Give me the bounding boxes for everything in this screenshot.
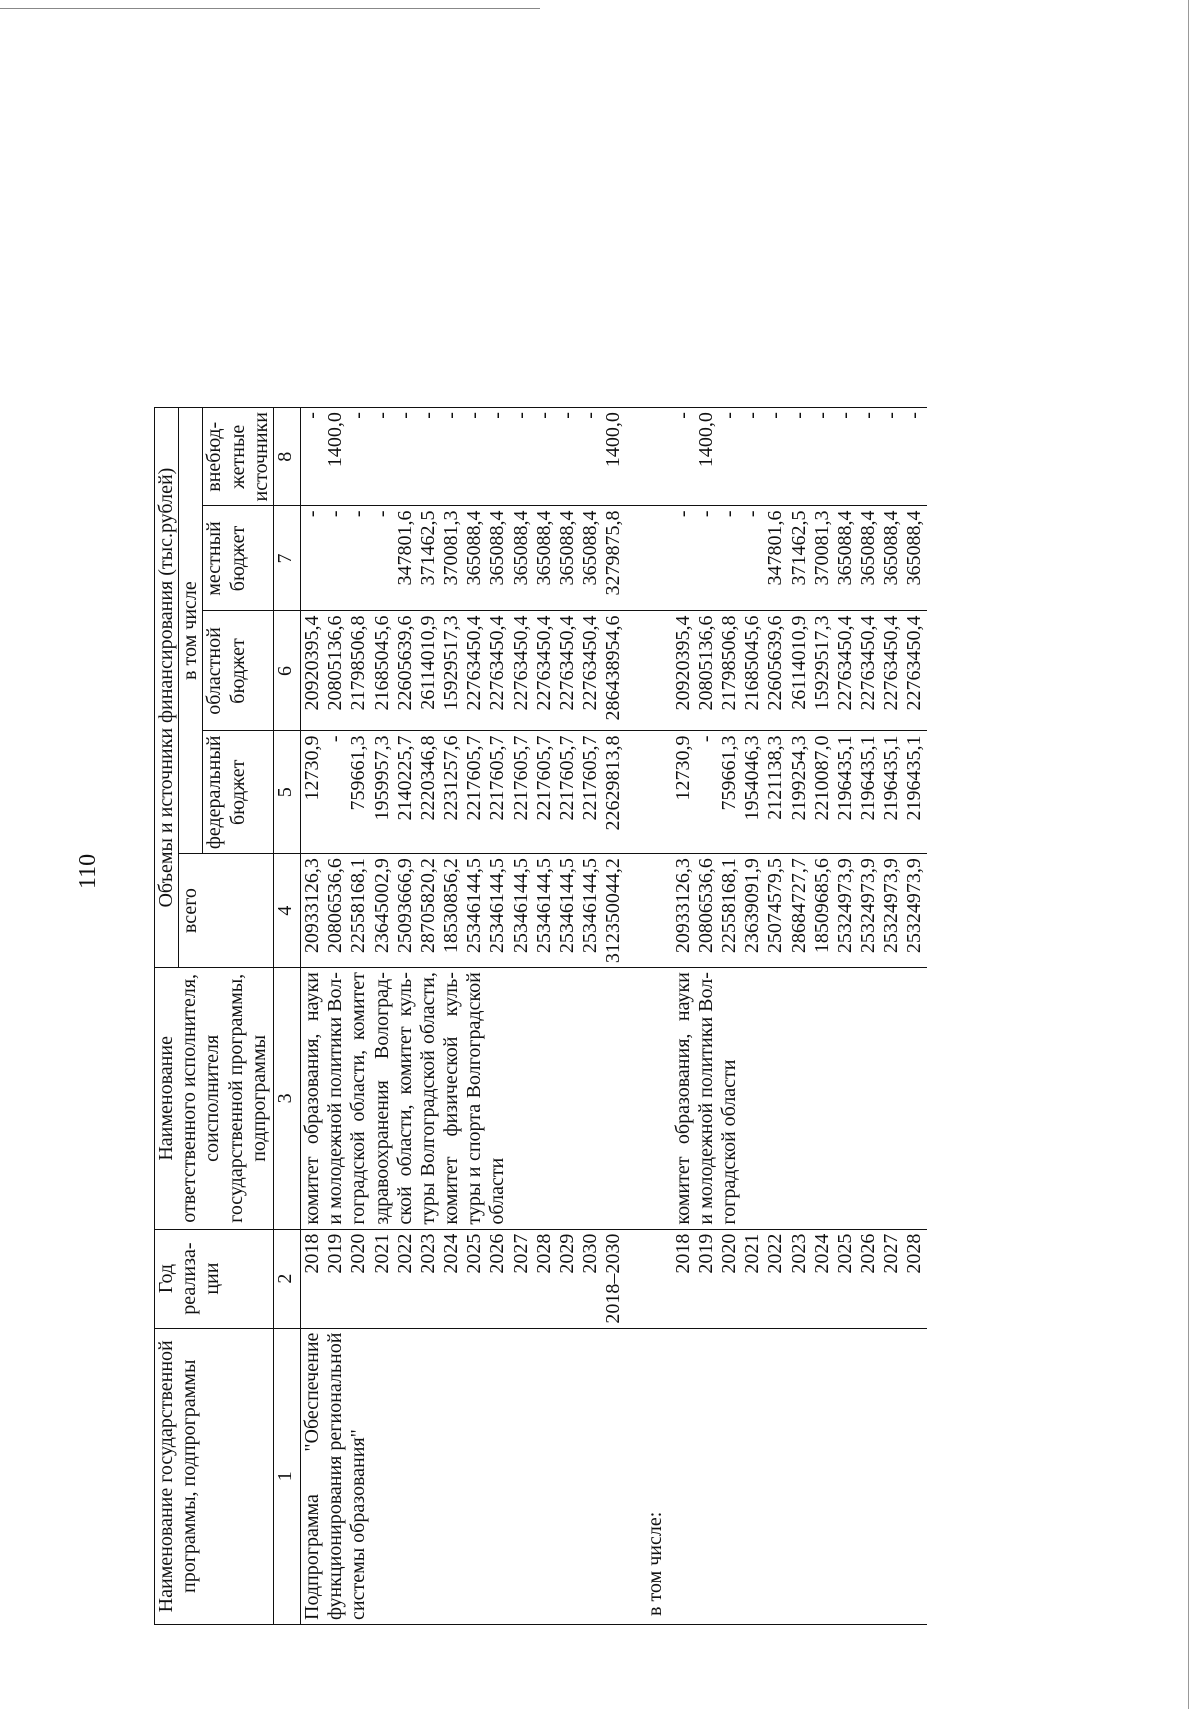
- local-cell: 365088,4: [880, 510, 903, 586]
- regional-cell: 286438954,6: [602, 615, 625, 721]
- block1-local: [300, 506, 625, 611]
- federal-cell: 2220346,8: [416, 735, 439, 821]
- nonbudget-cell: -: [532, 412, 555, 419]
- federal-cell: 1954046,3: [741, 735, 764, 821]
- regional-cell: 20920395,4: [300, 615, 323, 711]
- regional-cell: 22763450,4: [509, 615, 532, 711]
- block2-years: [672, 1229, 927, 1328]
- col-number-6: 6: [273, 611, 300, 731]
- in-that-number-cell: [626, 1328, 672, 1624]
- header-federal: федеральный бюджет: [203, 731, 274, 854]
- total-cell: 25346144,5: [463, 858, 486, 954]
- federal-cell: 2217605,7: [463, 735, 486, 821]
- block2-program-name: [672, 1328, 927, 1624]
- regional-cell: 22763450,4: [556, 615, 578, 711]
- nonbudget-cell: -: [810, 412, 833, 419]
- nonbudget-cell: -: [717, 412, 740, 419]
- executor-line: туры Волгоградской области,: [416, 972, 439, 1225]
- col-number-8: 8: [273, 408, 300, 506]
- nonbudget-cell: -: [741, 412, 764, 419]
- year-cell: 2028: [903, 1233, 926, 1274]
- nonbudget-cell: -: [440, 412, 463, 419]
- local-cell: 365088,4: [509, 510, 532, 586]
- regional-cell: 15929517,3: [440, 615, 463, 711]
- regional-cell: 21685045,6: [741, 615, 764, 711]
- year-cell: 2023: [787, 1233, 810, 1274]
- regional-cell: 20920395,4: [671, 615, 694, 711]
- federal-cell: 12730,9: [300, 735, 323, 801]
- nonbudget-cell: -: [370, 412, 393, 419]
- federal-cell: 22629813,8: [602, 735, 625, 831]
- executor-line: гоградской области: [717, 1059, 740, 1225]
- total-cell: 25093666,9: [393, 858, 416, 954]
- block2-regional: [672, 611, 927, 731]
- total-cell: 25346144,5: [532, 858, 555, 954]
- executor-line: комитет образования, науки: [671, 972, 694, 1225]
- year-cell: 2019: [694, 1233, 717, 1274]
- total-cell: 20806536,6: [694, 858, 717, 954]
- local-cell: 347801,6: [393, 510, 416, 586]
- spacer-row: [626, 408, 672, 1625]
- header-executor: Наименование ответственного исполнителя, соисполнителя государственной программы, подпрограммы: [155, 968, 274, 1229]
- local-cell: 365088,4: [857, 510, 880, 586]
- year-cell: 2027: [509, 1233, 532, 1274]
- year-cell: 2021: [741, 1233, 764, 1274]
- federal-cell: 2217605,7: [509, 735, 532, 821]
- nonbudget-cell: -: [903, 412, 926, 419]
- year-cell: 2023: [416, 1233, 439, 1274]
- regional-cell: 21685045,6: [370, 615, 393, 711]
- nonbudget-cell: -: [393, 412, 416, 419]
- header-program-name: Наименование государственной программы, подпрограммы: [155, 1328, 274, 1624]
- regional-cell: 21798506,8: [717, 615, 740, 711]
- year-cell: 2024: [440, 1233, 463, 1274]
- federal-cell: 2210087,0: [810, 735, 833, 821]
- header-nonbudget: внебюд-жетные источники: [203, 408, 274, 506]
- total-cell: 20933126,3: [300, 858, 323, 954]
- local-cell: 365088,4: [556, 510, 578, 586]
- local-cell: 370081,3: [810, 510, 833, 586]
- total-cell: 25324973,9: [903, 858, 926, 954]
- nonbudget-cell: -: [556, 412, 578, 419]
- local-cell: 370081,3: [440, 510, 463, 586]
- block1-program-name: [300, 1328, 625, 1624]
- total-cell: 22558168,1: [347, 858, 370, 954]
- header-total: всего: [179, 854, 274, 968]
- federal-cell: 2217605,7: [556, 735, 578, 821]
- year-cell: 2021: [370, 1233, 393, 1274]
- col-number-2: 2: [273, 1229, 300, 1328]
- federal-cell: 2196435,1: [833, 735, 856, 821]
- block2-nonbudget: [672, 408, 927, 506]
- federal-cell: 759661,3: [717, 735, 740, 811]
- block2-executors: [672, 968, 927, 1229]
- col-number-5: 5: [273, 731, 300, 854]
- federal-cell: 2121138,3: [764, 735, 787, 820]
- name-line: функционирования региональной: [324, 1332, 347, 1620]
- year-cell: 2024: [810, 1233, 833, 1274]
- nonbudget-cell: -: [764, 412, 787, 419]
- regional-cell: 20805136,6: [694, 615, 717, 711]
- header-funding-group: Объемы и источники финансирования (тыс.рублей): [155, 408, 179, 968]
- col-number-7: 7: [273, 506, 300, 611]
- year-cell: 2020: [717, 1233, 740, 1274]
- executor-line: и молодежной политики Вол-: [694, 972, 717, 1225]
- year-cell: 2022: [393, 1233, 416, 1274]
- federal-cell: 1959957,3: [370, 735, 393, 821]
- federal-cell: -: [324, 735, 347, 743]
- regional-cell: 26114010,9: [416, 615, 439, 710]
- block1-federal: [300, 731, 625, 854]
- regional-cell: 15929517,3: [810, 615, 833, 711]
- total-cell: 312350044,2: [602, 858, 625, 964]
- regional-cell: 20805136,6: [324, 615, 347, 711]
- page-number: 110: [75, 853, 101, 889]
- local-cell: 365088,4: [903, 510, 926, 586]
- federal-cell: 2199254,3: [787, 735, 810, 821]
- executor-line: и молодежной политики Вол-: [324, 972, 347, 1225]
- executor-line: комитет образования, науки: [300, 972, 323, 1225]
- regional-cell: 22763450,4: [463, 615, 486, 711]
- total-cell: 23645002,9: [370, 858, 393, 954]
- block1-executors: [300, 968, 625, 1229]
- regional-cell: 22763450,4: [579, 615, 602, 711]
- total-cell: 25324973,9: [857, 858, 880, 954]
- local-cell: 365088,4: [532, 510, 555, 586]
- year-cell: 2026: [486, 1233, 509, 1274]
- total-cell: 28684727,7: [787, 858, 810, 954]
- block1-years: [300, 1229, 625, 1328]
- year-cell: 2018: [300, 1233, 323, 1274]
- local-cell: -: [370, 510, 393, 518]
- nonbudget-cell: -: [857, 412, 880, 419]
- local-cell: 365088,4: [486, 510, 509, 586]
- year-cell: 2030: [579, 1233, 602, 1274]
- year-cell: 2020: [347, 1233, 370, 1274]
- regional-cell: 26114010,9: [787, 615, 810, 710]
- nonbudget-cell: -: [347, 412, 370, 419]
- federal-cell: 2217605,7: [532, 735, 555, 821]
- regional-cell: 21798506,8: [347, 615, 370, 711]
- regional-cell: 22605639,6: [764, 615, 787, 711]
- regional-cell: 22605639,6: [393, 615, 416, 711]
- nonbudget-cell: 1400,0: [602, 412, 625, 468]
- block1-row: [300, 408, 625, 1625]
- local-cell: 365088,4: [463, 510, 486, 586]
- federal-cell: 2196435,1: [857, 735, 880, 821]
- year-cell: 2027: [880, 1233, 903, 1274]
- block2-row: [672, 408, 927, 1625]
- executor-line: здравоохранения Волоград-: [370, 972, 393, 1225]
- col-number-3: 3: [273, 968, 300, 1229]
- total-cell: 28705820,2: [416, 858, 439, 954]
- local-cell: 365088,4: [579, 510, 602, 586]
- year-cell: 2018: [671, 1233, 694, 1274]
- block2-federal: [672, 731, 927, 854]
- regional-cell: 22763450,4: [833, 615, 856, 711]
- name-line: Подпрограмма "Обеспечение: [300, 1332, 323, 1620]
- federal-cell: -: [694, 735, 717, 743]
- local-cell: 365088,4: [833, 510, 856, 586]
- nonbudget-cell: -: [486, 412, 509, 419]
- local-cell: -: [741, 510, 764, 518]
- total-cell: 25346144,5: [556, 858, 578, 954]
- nonbudget-cell: -: [833, 412, 856, 419]
- total-cell: 25346144,5: [486, 858, 509, 954]
- local-cell: -: [300, 510, 323, 518]
- local-cell: 371462,5: [416, 510, 439, 586]
- nonbudget-cell: 1400,0: [324, 412, 347, 468]
- header-local: местный бюджет: [203, 506, 274, 611]
- total-cell: 20806536,6: [324, 858, 347, 954]
- regional-cell: 22763450,4: [857, 615, 880, 711]
- executor-line: гоградской области, комитет: [347, 972, 370, 1225]
- federal-cell: 2196435,1: [903, 735, 926, 821]
- total-cell: 25346144,5: [509, 858, 532, 954]
- block1-regional: [300, 611, 625, 731]
- total-cell: 18509685,6: [810, 858, 833, 954]
- header-regional: областной бюджет: [203, 611, 274, 731]
- col-number-4: 4: [273, 854, 300, 968]
- year-cell: 2022: [764, 1233, 787, 1274]
- nonbudget-cell: -: [880, 412, 903, 419]
- local-cell: -: [717, 510, 740, 518]
- total-cell: 25346144,5: [579, 858, 602, 954]
- federal-cell: 759661,3: [347, 735, 370, 811]
- name-line: системы образования": [347, 1429, 370, 1620]
- year-cell: 2025: [833, 1233, 856, 1274]
- nonbudget-cell: -: [509, 412, 532, 419]
- nonbudget-cell: 1400,0: [694, 412, 717, 468]
- total-cell: 20933126,3: [671, 858, 694, 954]
- federal-cell: 12730,9: [671, 735, 694, 801]
- block2-local: [672, 506, 927, 611]
- year-cell: 2026: [857, 1233, 880, 1274]
- local-cell: -: [347, 510, 370, 518]
- regional-cell: 22763450,4: [486, 615, 509, 711]
- executor-line: туры и спорта Волгоградской: [463, 972, 486, 1225]
- header-in-that-number: в том числе: [179, 408, 203, 854]
- block1-total: [300, 854, 625, 968]
- regional-cell: 22763450,4: [880, 615, 903, 711]
- local-cell: -: [671, 510, 694, 518]
- federal-cell: 2217605,7: [486, 735, 509, 821]
- federal-cell: 2217605,7: [579, 735, 602, 821]
- in-that-number-label: в том числе:: [643, 1511, 666, 1616]
- year-cell: 2029: [556, 1233, 578, 1274]
- block2-total: [672, 854, 927, 968]
- total-cell: 25324973,9: [880, 858, 903, 954]
- executor-line: ской области, комитет куль-: [393, 972, 416, 1225]
- local-cell: 3279875,8: [602, 510, 625, 596]
- total-cell: 23639091,9: [741, 858, 764, 954]
- federal-cell: 2231257,6: [440, 735, 463, 821]
- executor-line: комитет физической куль-: [440, 972, 463, 1225]
- total-cell: 18530856,2: [440, 858, 463, 954]
- year-cell: 2018–2030: [602, 1233, 625, 1324]
- executor-line: области: [486, 1157, 509, 1225]
- regional-cell: 22763450,4: [532, 615, 555, 711]
- local-cell: 347801,6: [764, 510, 787, 586]
- nonbudget-cell: -: [671, 412, 694, 419]
- financing-table: [154, 407, 927, 1625]
- year-cell: 2019: [324, 1233, 347, 1274]
- local-cell: -: [324, 510, 347, 518]
- year-cell: 2028: [532, 1233, 555, 1274]
- year-cell: 2025: [463, 1233, 486, 1274]
- regional-cell: 22763450,4: [903, 615, 926, 711]
- total-cell: 22558168,1: [717, 858, 740, 954]
- block1-nonbudget: [300, 408, 625, 506]
- local-cell: -: [694, 510, 717, 518]
- header-year: Год реализа-ции: [155, 1229, 274, 1328]
- nonbudget-cell: -: [787, 412, 810, 419]
- nonbudget-cell: -: [579, 412, 602, 419]
- nonbudget-cell: -: [463, 412, 486, 419]
- total-cell: 25074579,5: [764, 858, 787, 954]
- local-cell: 371462,5: [787, 510, 810, 586]
- federal-cell: 2140225,7: [393, 735, 416, 821]
- total-cell: 25324973,9: [833, 858, 856, 954]
- col-number-1: 1: [273, 1328, 300, 1624]
- federal-cell: 2196435,1: [880, 735, 903, 821]
- nonbudget-cell: -: [300, 412, 323, 419]
- nonbudget-cell: -: [416, 412, 439, 419]
